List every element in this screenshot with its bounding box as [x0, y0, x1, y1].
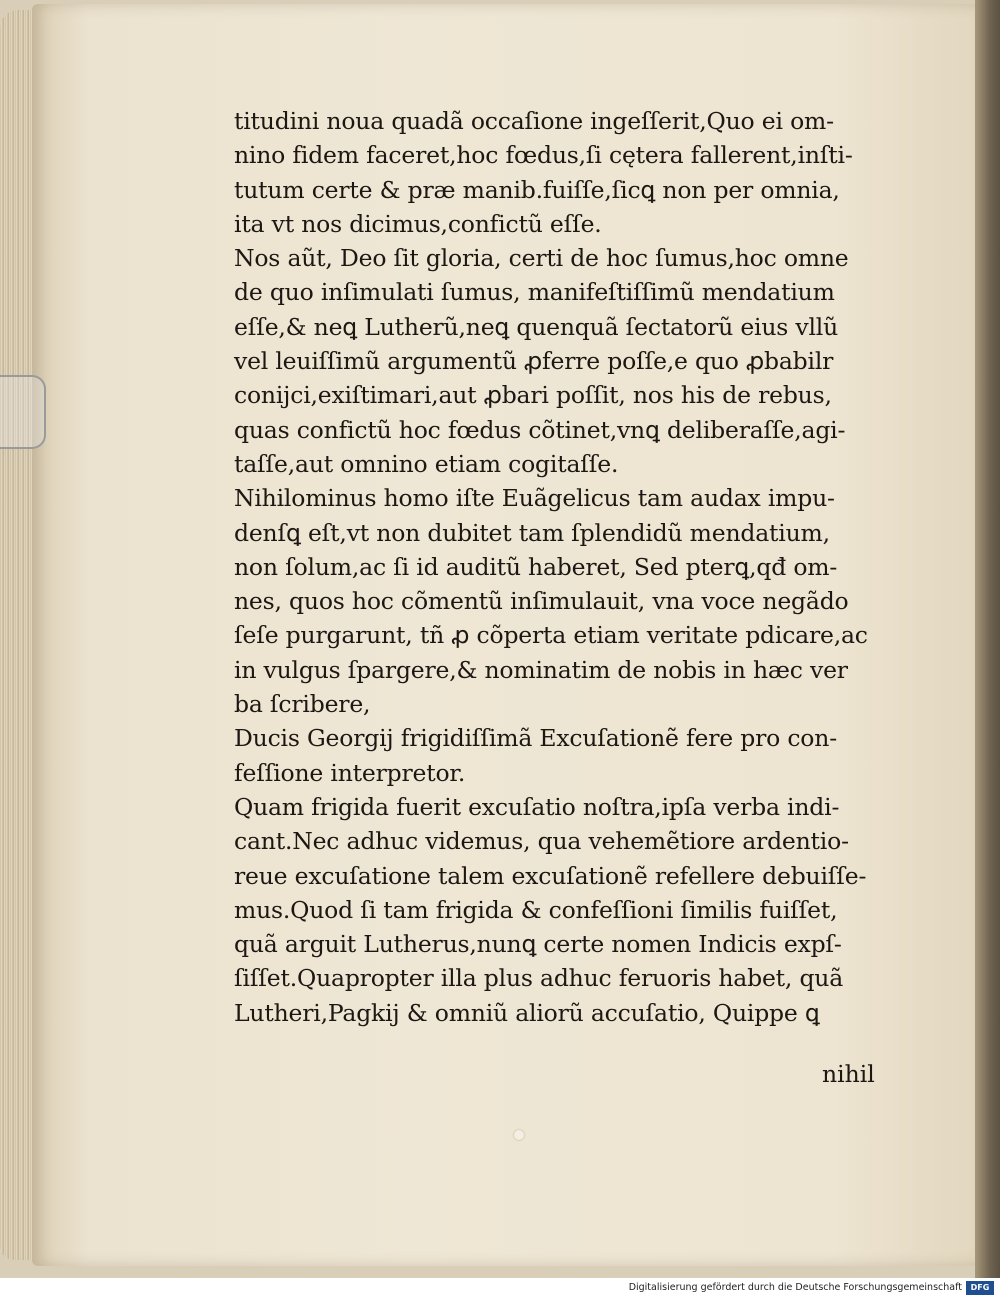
text-line: taſſe,aut omnino etiam cogitaſſe.	[234, 449, 619, 478]
footer-bar	[0, 1278, 1000, 1299]
text-line: reue excuſatione talem excuſationẽ refellere debuiſſe-	[234, 861, 867, 890]
text-line: in vulgus ſpargere,& nominatim de nobis in hæc ver	[234, 655, 848, 684]
text-line: ita vt nos dicimus,confictũ eſſe.	[234, 209, 602, 238]
bookmark-tab	[0, 375, 46, 449]
body-text	[234, 104, 894, 1030]
text-line: non ſolum,ac ſi id auditũ haberet, Sed pterꝗ,qđ om-	[234, 552, 838, 581]
text-line: ſiſſet.Quapropter illa plus adhuc feruoris habet, quã	[234, 964, 844, 993]
text-line: de quo inſimulati ſumus, manifeſtiſſimũ mendatium	[234, 278, 835, 307]
text-line: cant.Nec adhuc videmus, qua vehemẽtiore ardentio-	[234, 827, 849, 856]
text-line: ſeſe purgarunt, tñ ꝓ cõperta etiam veritate pdicare,ac	[234, 621, 868, 650]
text-line: Nihilominus homo iſte Euãgelicus tam audax impu-	[234, 484, 835, 513]
catchword: nihil	[822, 1060, 875, 1088]
text-line: quas confictũ hoc fœdus cõtinet,vnꝗ deliberaſſe,agi-	[234, 415, 846, 444]
text-line: eſſe,& neꝗ Lutherũ,neꝗ quenquã ſectatorũ eius vllũ	[234, 312, 839, 341]
text-line: vel leuiſſimũ argumentũ ꝓferre poſſe,e quo ꝓbabilr	[234, 347, 834, 376]
text-line: ba ſcribere,	[234, 690, 371, 719]
text-line: Lutheri,Pagkij & omniũ aliorũ accuſatio, Quippe ꝗ	[234, 998, 820, 1027]
text-line: mus.Quod ſi tam frigida & confeſſioni ſimilis fuiſſet,	[234, 895, 838, 924]
text-line: denſꝗ eſt,vt non dubitet tam ſplendidũ mendatium,	[234, 518, 830, 547]
text-line: quã arguit Lutherus,nunꝗ certe nomen Indicis expſ-	[234, 930, 842, 959]
text-line: nino fidem faceret,hoc fœdus,ſi cętera fallerent,inſti-	[234, 141, 853, 170]
text-line: conijci,exiſtimari,aut ꝓbari poſſit, nos his de rebus,	[234, 381, 832, 410]
text-line: nes, quos hoc cõmentũ inſimulauit, vna voce negãdo	[234, 587, 849, 616]
text-line: titudini noua quadã occaſione ingeſſerit,Quo ei om-	[234, 107, 834, 135]
text-line: Quam frigida fuerit excuſatio noſtra,ipſa verba indi-	[234, 792, 840, 821]
text-line: tutum certe & præ manib.fuiſſe,ſicꝗ non per omnia,	[234, 175, 840, 204]
dfg-logo: DFG	[966, 1281, 994, 1295]
funding-credit: Digitalisierung gefördert durch die Deutsche Forschungsgemeinschaft	[628, 1282, 962, 1293]
text-line: Nos aũt, Deo ſit gloria, certi de hoc ſumus,hoc omne	[234, 244, 849, 273]
paper-blemish	[514, 1130, 524, 1140]
text-line: feſſione interpretor.	[234, 758, 466, 787]
binding-edge	[975, 0, 1000, 1278]
text-line: Ducis Georgij frigidiſſimã Excuſationẽ fere pro con-	[234, 724, 837, 753]
